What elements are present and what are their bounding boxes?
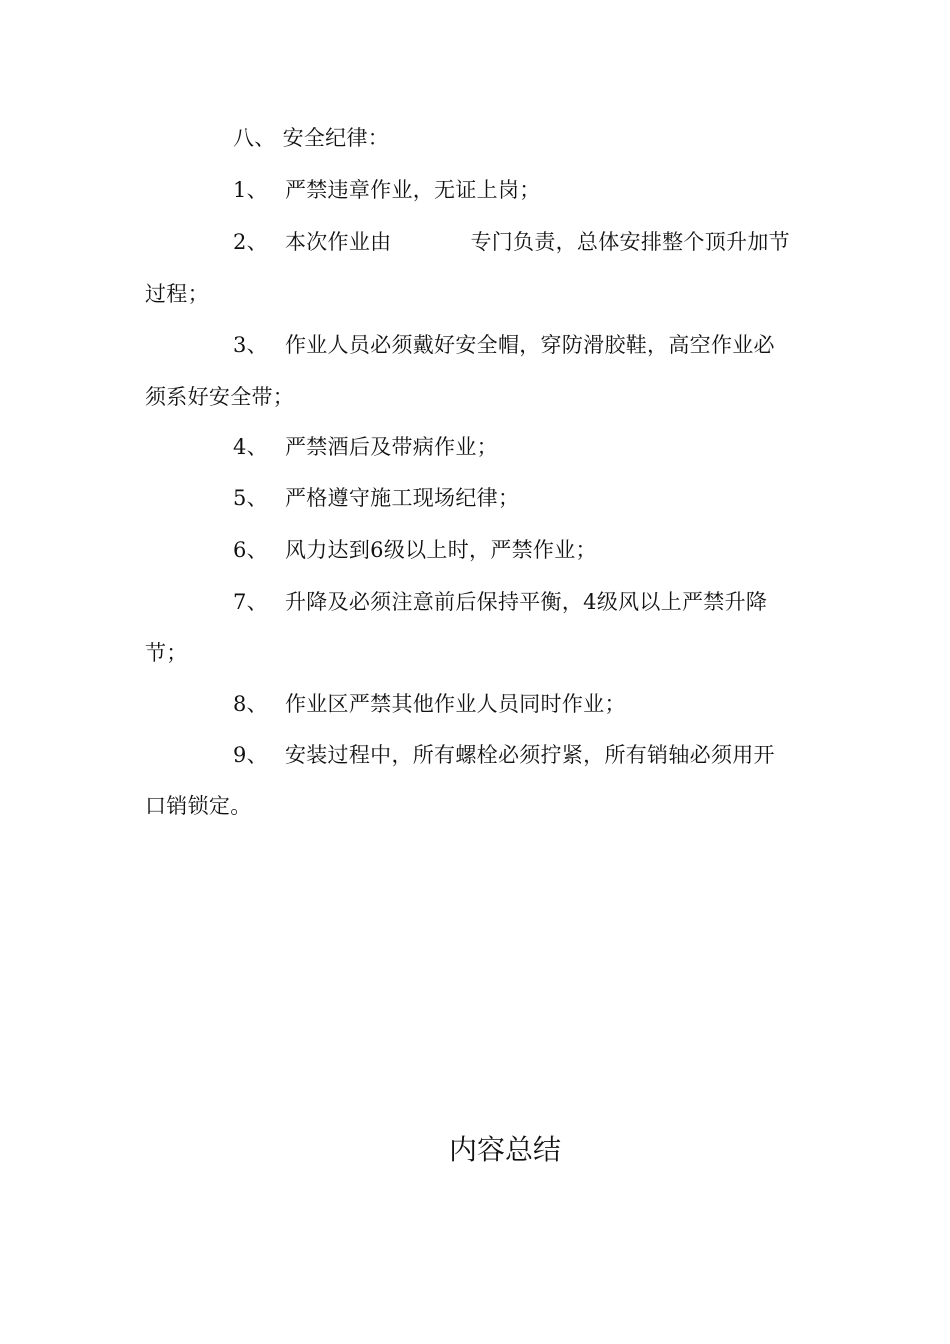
item-number: 8、 [233,692,268,716]
item-text-part1: 本次作业由 [284,230,392,254]
item-number: 6、 [233,538,268,562]
list-item-4 [233,434,498,460]
item-text: 严格遵守施工现场纪律； [284,486,520,510]
item-text: 作业人员必须戴好安全帽，穿防滑胶鞋，高空作业必 [284,333,775,357]
item-number: 2、 [233,230,268,254]
list-item-8 [233,691,626,717]
list-item-7 [233,589,767,615]
list-item-6 [233,537,597,563]
list-item-1 [233,177,541,203]
list-item-9-continuation: 口销锁定。 [145,794,252,818]
item-text: 安装过程中，所有螺栓必须拧紧，所有销轴必须用开 [284,743,775,767]
item-number: 1、 [233,178,268,202]
item-number: 7、 [233,590,268,614]
list-item-5 [233,485,519,511]
item-text: 风力达到6级以上时，严禁作业； [284,538,597,562]
item-number: 9、 [233,743,268,767]
list-item-9 [233,742,775,768]
summary-title: 内容总结 [448,1133,561,1166]
item-text: 严禁违章作业，无证上岗； [284,178,541,202]
item-number: 4、 [233,435,268,459]
list-item-2 [233,229,790,255]
section-heading: 八、 安全纪律： [233,126,390,150]
item-text: 作业区严禁其他作业人员同时作业； [284,692,626,716]
list-item-3-continuation: 须系好安全带； [145,385,295,409]
item-text-part2: 专门负责，总体安排整个顶升加节 [470,230,790,254]
list-item-3 [233,332,775,358]
item-number: 5、 [233,486,268,510]
list-item-7-continuation: 节； [145,641,188,665]
list-item-2-continuation: 过程； [145,282,209,306]
item-text: 升降及必须注意前后保持平衡，4级风以上严禁升降 [284,590,768,614]
item-text: 严禁酒后及带病作业； [284,435,498,459]
item-number: 3、 [233,333,268,357]
